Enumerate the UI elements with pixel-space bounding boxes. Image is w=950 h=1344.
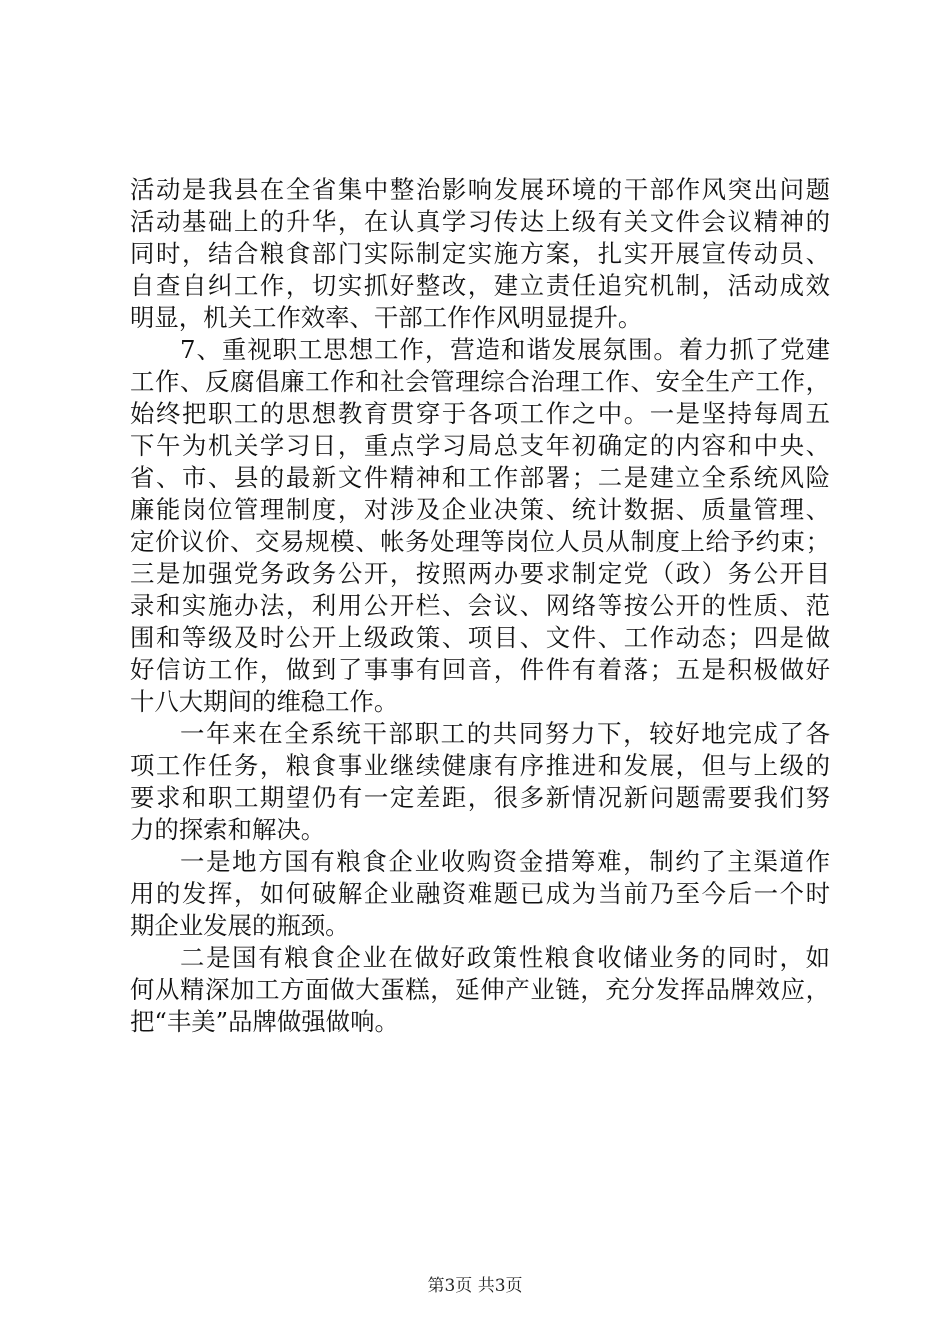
text-line: 省、市、县的最新文件精神和工作部署；二是建立全系统风险 — [130, 463, 830, 492]
text-line: 何从精深加工方面做大蛋糕，延伸产业链，充分发挥品牌效应， — [130, 975, 830, 1004]
paragraph-start-line: 二是国有粮食企业在做好政策性粮食收储业务的同时，如 — [180, 943, 830, 972]
paragraph-start-line: 一是地方国有粮食企业收购资金措筹难，制约了主渠道作 — [180, 847, 830, 876]
text-line: 自查自纠工作，切实抓好整改，建立责任追究机制，活动成效 — [130, 271, 830, 300]
text-line: 活动基础上的升华，在认真学习传达上级有关文件会议精神的 — [130, 207, 830, 236]
text-line: 始终把职工的思想教育贯穿于各项工作之中。一是坚持每周五 — [130, 399, 830, 428]
text-line: 廉能岗位管理制度，对涉及企业决策、统计数据、质量管理、 — [130, 495, 830, 524]
text-line: 定价议价、交易规模、帐务处理等岗位人员从制度上给予约束； — [130, 527, 830, 556]
text-line: 三是加强党务政务公开，按照两办要求制定党（政）务公开目 — [130, 559, 830, 588]
text-line: 把“丰美”品牌做强做响。 — [130, 1007, 399, 1036]
text-line: 用的发挥，如何破解企业融资难题已成为当前乃至今后一个时 — [130, 879, 830, 908]
text-line: 十八大期间的维稳工作。 — [130, 687, 399, 716]
paragraph-start-line: 一年来在全系统干部职工的共同努力下，较好地完成了各 — [180, 719, 830, 748]
text-line: 期企业发展的瓶颈。 — [130, 911, 350, 940]
text-line: 活动是我县在全省集中整治影响发展环境的干部作风突出问题 — [130, 175, 830, 204]
text-line: 力的探索和解决。 — [130, 815, 326, 844]
text-line: 下午为机关学习日，重点学习局总支年初确定的内容和中央、 — [130, 431, 830, 460]
text-line: 项工作任务，粮食事业继续健康有序推进和发展，但与上级的 — [130, 751, 830, 780]
text-line: 同时，结合粮食部门实际制定实施方案，扎实开展宣传动员、 — [130, 239, 830, 268]
text-line: 明显，机关工作效率、干部工作作风明显提升。 — [130, 303, 643, 332]
text-line: 录和实施办法，利用公开栏、会议、网络等按公开的性质、范 — [130, 591, 830, 620]
text-line: 围和等级及时公开上级政策、项目、文件、工作动态；四是做 — [130, 623, 830, 652]
text-line: 好信访工作，做到了事事有回音，件件有着落；五是积极做好 — [130, 655, 830, 684]
page-number-footer: 第3页 共3页 — [427, 1276, 523, 1296]
text-line: 要求和职工期望仍有一定差距，很多新情况新问题需要我们努 — [130, 783, 830, 812]
text-line: 工作、反腐倡廉工作和社会管理综合治理工作、安全生产工作， — [130, 367, 830, 396]
paragraph-start-line: 7、重视职工思想工作，营造和谐发展氛围。着力抓了党建 — [180, 335, 830, 364]
